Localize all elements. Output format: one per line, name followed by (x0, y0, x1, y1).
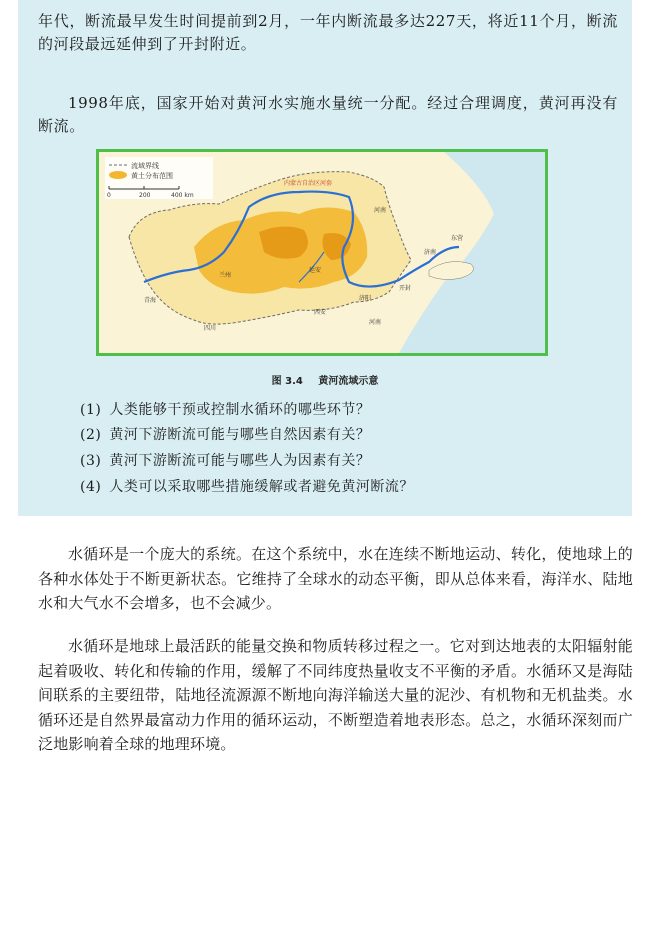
body-paragraph-1: 水循环是一个庞大的系统。在这个系统中，水在连续不断地运动、转化，使地球上的各种水体处于不断更新状态。它维持了全球水的动态平衡，即从总体来看，海洋水、陆地水和大气水不会增多，也不会减少。 (38, 545, 633, 612)
scale-label-400: 400 km (171, 192, 194, 199)
label-lanzhou: 兰州 (219, 272, 232, 279)
callout-paragraph-2: 1998年底，国家开始对黄河水实施水量统一分配。经过合理调度，黄河再没有断流。 (38, 94, 618, 135)
figure-title: 黄河流域示意 (318, 376, 379, 387)
yellow-river-basin-map (96, 149, 548, 356)
question-2-text: 黄河下游断流可能与哪些自然因素有关？ (109, 427, 371, 443)
question-4-num: (4) (80, 479, 102, 495)
label-neimenggu: 内蒙古自治区河套 (284, 180, 333, 187)
label-sichuan: 四川 (204, 325, 217, 332)
body-paragraph-2: 水循环是地球上最活跃的能量交换和物质转移过程之一。它对到达地表的太阳辐射能起着吸收、转化和传输的作用，缓解了不同纬度热量收支不平衡的矛盾。水循环又是海陆间联系的主要纽带，陆地径流源源不断地向海洋输送大量的泥沙、有机物和无机盐类。水循环还是自然界最富动力作用的循环运动，不断塑造着地表形态。总之，水循环深刻而广泛地影响着全球的地理环境。 (38, 637, 633, 753)
question-2-num: (2) (80, 427, 102, 443)
legend-loess-swatch (109, 171, 127, 179)
legend-boundary-label: 流域界线 (131, 162, 159, 170)
question-1-text: 人类能够干预或控制水循环的哪些环节？ (109, 402, 371, 418)
question-2 (80, 424, 370, 444)
map-svg (99, 152, 545, 353)
question-4-text: 人类可以采取哪些措施缓解或者避免黄河断流？ (109, 479, 414, 495)
label-jinan: 济南 (424, 249, 437, 256)
label-kaifeng: 开封 (399, 285, 412, 292)
question-4 (80, 476, 414, 496)
question-3-text: 黄河下游断流可能与哪些人为因素有关？ (109, 453, 371, 469)
scale-label-0: 0 (107, 192, 111, 199)
callout-paragraph-1: 年代，断流最早发生时间提前到2月，一年内断流最多达227天，将近11个月，断流的河段最远延伸到了开封附近。 (38, 12, 618, 53)
question-3-num: (3) (80, 453, 102, 469)
label-yanan: 延安 (309, 267, 322, 274)
figure-caption (0, 372, 650, 387)
label-xian: 西安 (314, 309, 327, 316)
question-1-num: (1) (80, 402, 102, 418)
question-1 (80, 399, 370, 419)
label-dongying: 东营 (451, 235, 464, 242)
legend-loess-label: 黄土分布范围 (131, 172, 173, 180)
label-henan-2: 河南 (369, 319, 382, 326)
label-jiyang: 济阳 (359, 295, 372, 302)
scale-label-200: 200 (139, 192, 151, 199)
label-henan: 河南 (374, 207, 387, 214)
label-qinghai: 青海 (144, 297, 157, 304)
question-3 (80, 450, 370, 470)
figure-number: 图 3.4 (271, 376, 303, 387)
